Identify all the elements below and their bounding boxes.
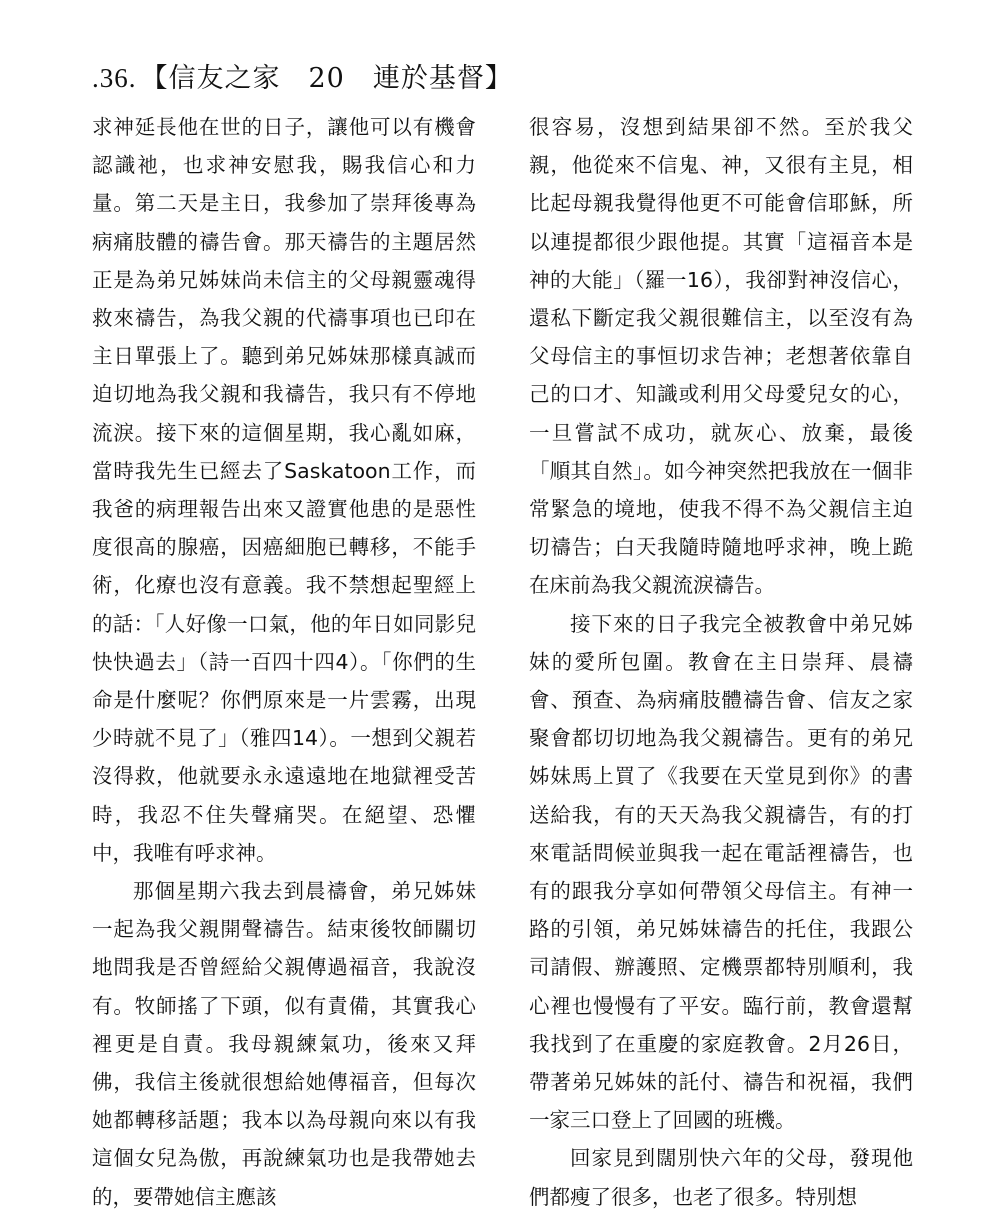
paragraph: 很容易，沒想到結果卻不然。至於我父親，他從來不信鬼、神，又很有主見，相比起母親我覺得他更不可能會信耶穌，所以連提都很少跟他提。其實「這福音本是神的大能」（羅一16），我卻對神沒信心，還私下斷定我父親很難信主，以至沒有為父母信主的事恒切求告神；老想著依靠自己的口才、知識或利用父母愛兒女的心，一旦嘗試不成功，就灰心、放棄，最後「順其自然」。如今神突然把我放在一個非常緊急的境地，使我不得不為父親信主迫切禱告；白天我隨時隨地呼求神，晚上跪在床前為我父親流淚禱告。: [529, 115, 913, 598]
left-column: [92, 108, 476, 1216]
paragraph: 那個星期六我去到晨禱會，弟兄姊妹一起為我父親開聲禱告。結束後牧師關切地問我是否曾經給父親傳過福音，我說沒有。牧師搖了下頭，似有責備，其實我心裡更是自責。我母親練氣功，後來又拜佛，我信主後就很想給她傳福音，但每次她都轉移話題；我本以為母親向來以有我這個女兒為傲，再說練氣功也是我帶她去的，要帶她信主應該: [92, 879, 476, 1209]
paragraph: 接下來的日子我完全被教會中弟兄姊妹的愛所包圍。教會在主日崇拜、晨禱會、預查、為病痛肢體禱告會、信友之家聚會都切切地為我父親禱告。更有的弟兄姊妹馬上買了《我要在天堂見到你》的書送給我，有的天天為我父親禱告，有的打來電話問候並與我一起在電話裡禱告，也有的跟我分享如何帶領父母信主。有神一路的引領，弟兄姊妹禱告的托住，我跟公司請假、辦護照、定機票都特別順利，我心裡也慢慢有了平安。臨行前，教會還幫我找到了在重慶的家庭教會。2月26日，帶著弟兄姊妹的託付、禱告和祝福，我們一家三口登上了回國的班機。: [529, 611, 913, 1133]
right-column: [529, 108, 913, 1216]
page-number: .36.: [92, 63, 137, 93]
paragraph: 回家見到闊別快六年的父母，發現他們都瘦了很多，也老了很多。特別想: [529, 1146, 913, 1209]
paragraph: 求神延長他在世的日子，讓他可以有機會認識祂，也求神安慰我，賜我信心和力量。第二天是主日，我參加了崇拜後專為病痛肢體的禱告會。那天禱告的主題居然正是為弟兄姊妹尚未信主的父母親靈魂得救來禱告，為我父親的代禱事項也已印在主日單張上了。聽到弟兄姊妹那樣真誠而迫切地為我父親和我禱告，我只有不停地流淚。接下來的這個星期，我心亂如麻，當時我先生已經去了Saskatoon工作，而我爸的病理報告出來又證實他患的是惡性度很高的腺癌，因癌細胞已轉移，不能手術，化療也沒有意義。我不禁想起聖經上的話：「人好像一口氣，他的年日如同影兒快快過去」（詩一百四十四4）。「你們的生命是什麼呢？你們原來是一片雲霧，出現少時就不見了」（雅四14）。一想到父親若沒得救，他就要永永遠遠地在地獄裡受苦時，我忍不住失聲痛哭。在絕望、恐懼中，我唯有呼求神。: [92, 115, 476, 865]
page-header: [92, 58, 513, 98]
publication-title: 【信友之家 20 連於基督】: [140, 63, 513, 94]
